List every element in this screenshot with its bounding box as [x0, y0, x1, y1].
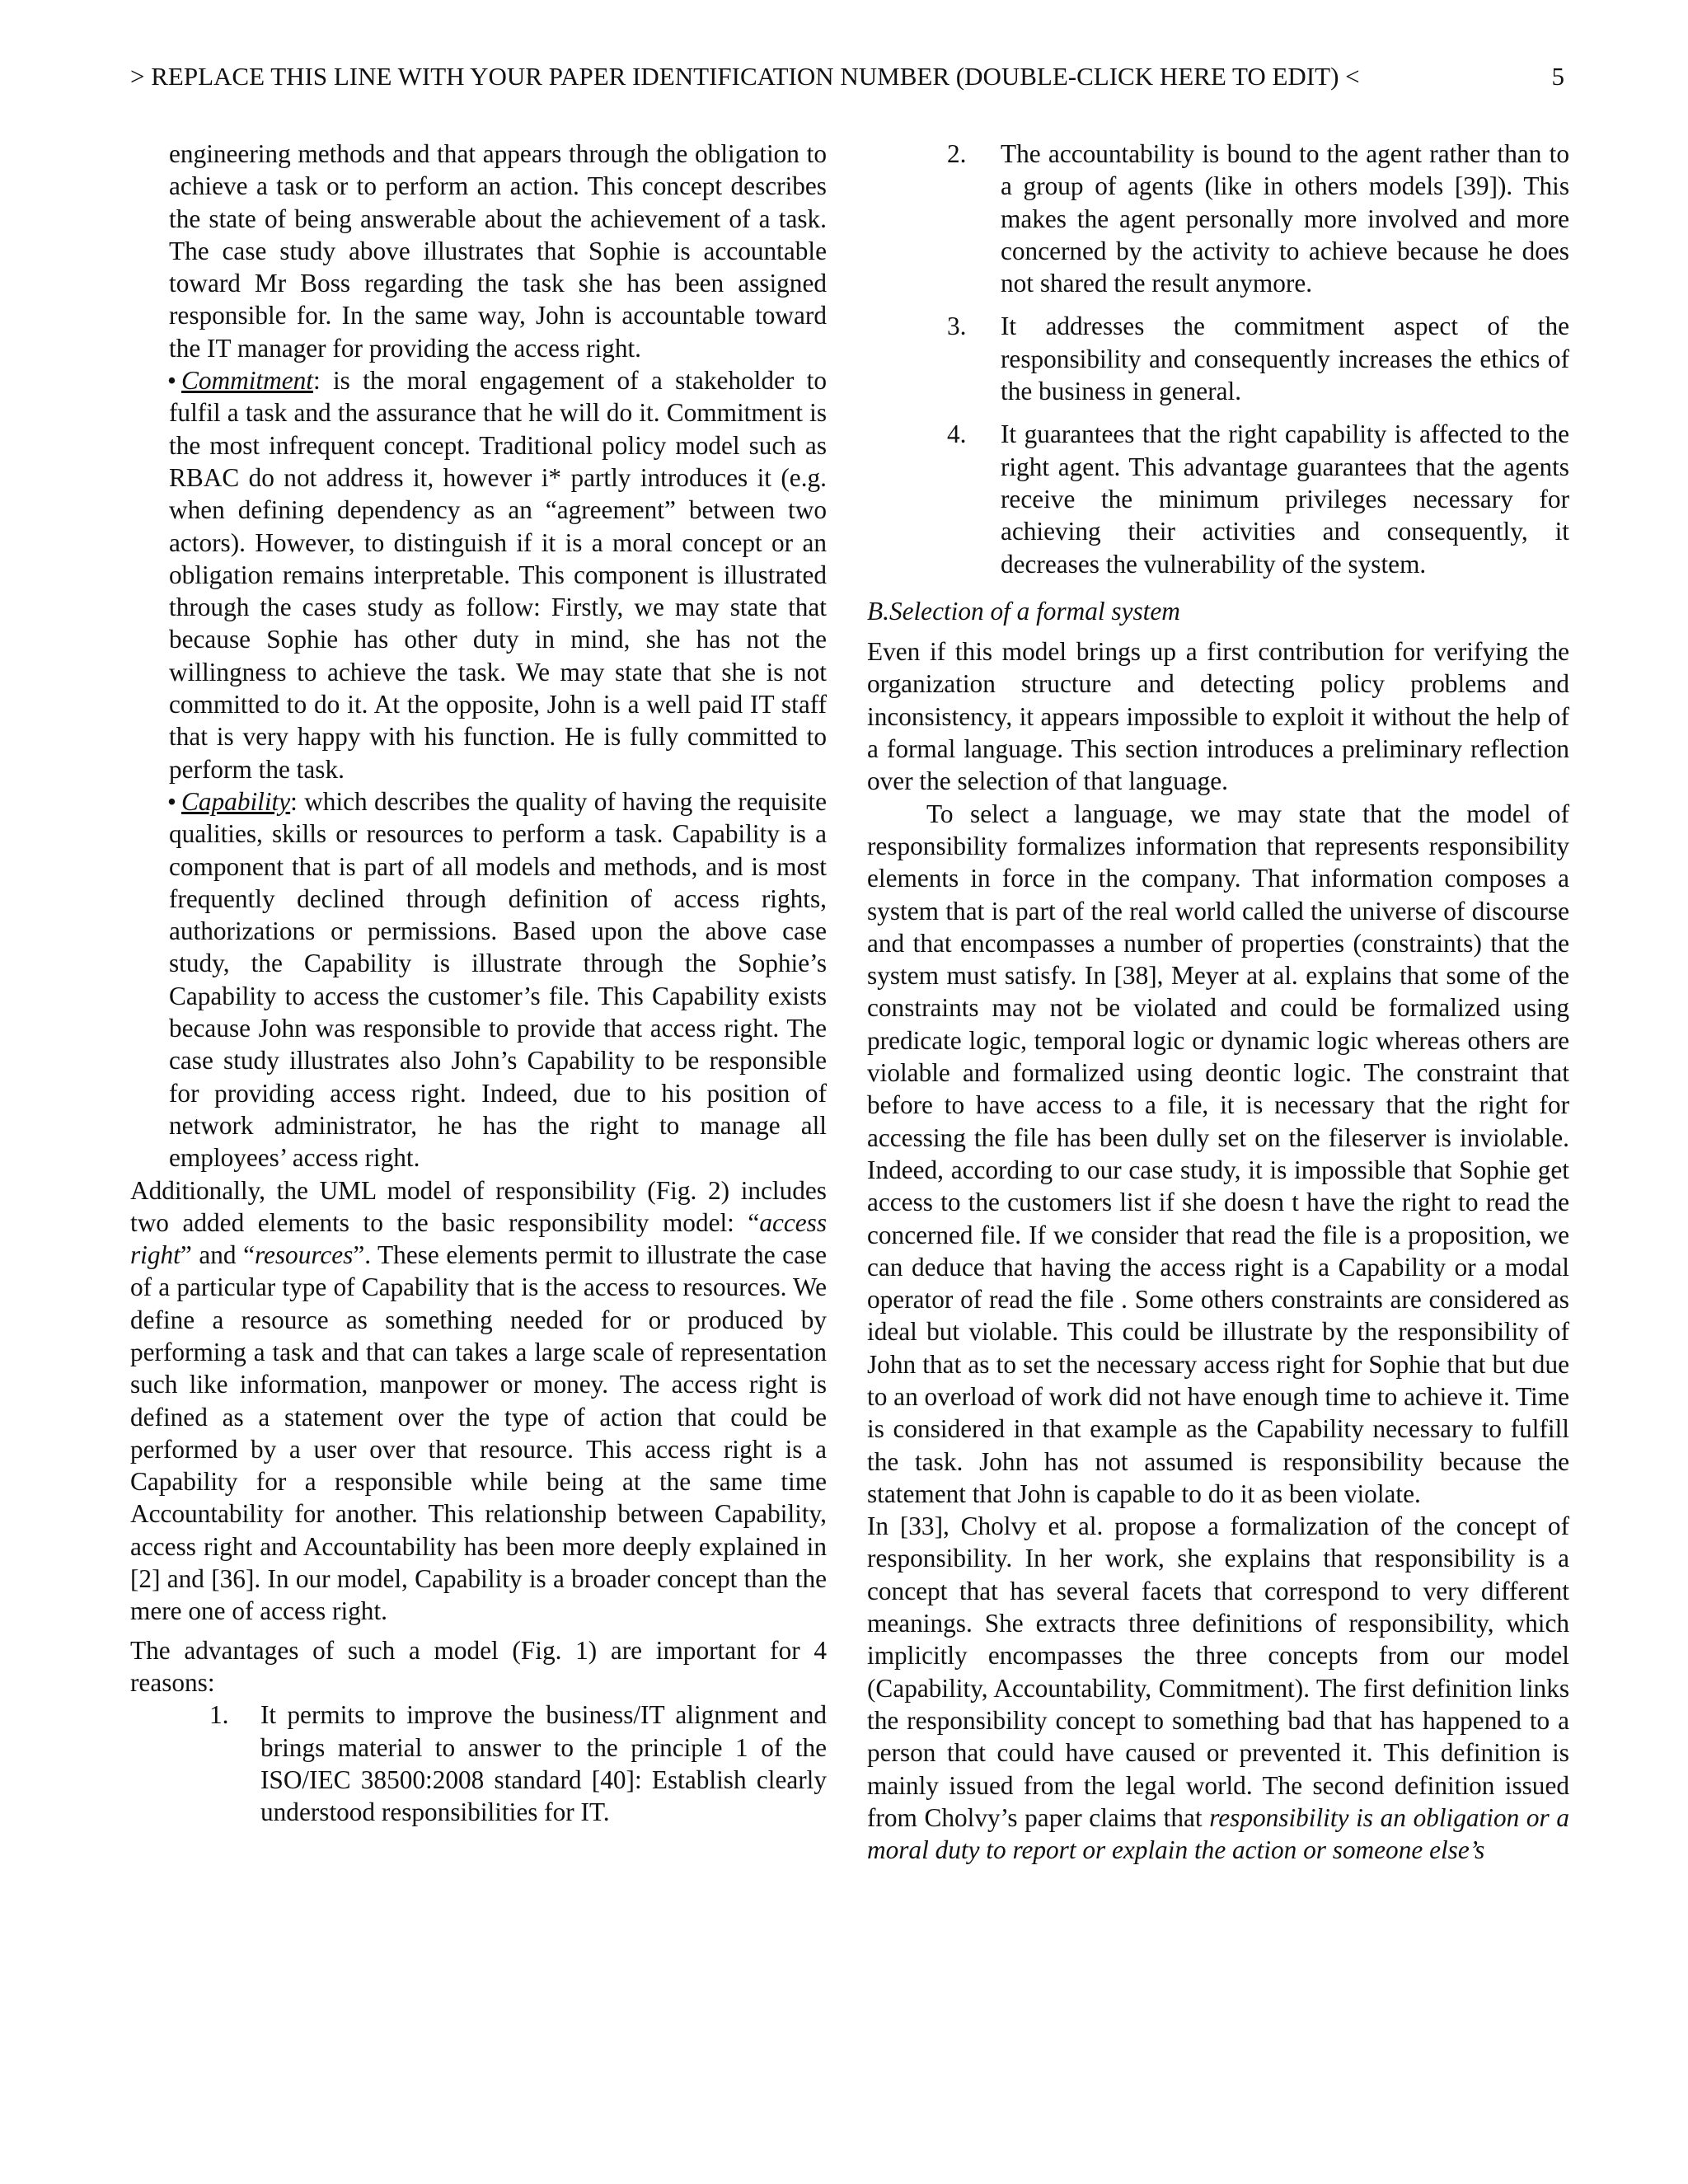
advantage-text-4: It guarantees that the right capability is affected to the right agent. This advantage guarantees that the agents receive the minimum privileges necessary for achieving their activities and consequently, it decreases the vulnerability of the system.: [1001, 419, 1569, 579]
advantage-item-3: [947, 310, 1569, 407]
commitment-term: Commitment: [181, 366, 313, 396]
section-heading: B.Selection of a formal system: [867, 596, 1180, 626]
advantage-item-4: [947, 418, 1569, 579]
bullet-icon: •: [167, 786, 176, 816]
commitment-text: : is the moral engagement of a stakeholder to fulfil a task and the assurance that he will do it. Commitment is the most infrequent concept. Traditional policy model such as RBAC do not address it, however i* partly introduces it (e.g. when defining dependency as an “agreement” between two actors). However, to distinguish if it is a moral concept or an obligation remains interpretable. This component is illustrated through the cases study as follow: Firstly, we may state that because Sophie has other duty in mind, she has not the willingness to achieve the task. We may state that she is not committed to do it. At the opposite, John is a well paid IT staff that is very happy with his function. He is fully committed to perform the task.: [169, 366, 827, 784]
advantage-number-1: 1.: [209, 1700, 229, 1730]
selection-paragraph-1: Even if this model brings up a first contribution for verifying the organization structure and detecting policy problems and inconsistency, it appears impossible to exploit it without the help of a formal language. This section introduces a preliminary reflection over the selection of that language.: [867, 637, 1569, 796]
capability-text: : which describes the quality of having the requisite qualities, skills or resources to perform a task. Capability is a component that is part of all models and methods, and is most frequently declined through definition of access rights, authorizations or permissions. Based upon the above case study, the Capability is illustrate through the Sophie’s Capability to access the customer’s file. This Capability exists because John was responsible to provide that access right. The case study illustrates also John’s Capability to be responsible for providing access right. Indeed, due to his position of network administrator, he has the right to manage all employees’ access right.: [169, 786, 827, 1173]
advantage-item-1: [209, 1699, 827, 1828]
advantage-item-2: [947, 138, 1569, 299]
additionally-paragraph: [130, 1174, 827, 1628]
cholvy-text: In [33], Cholvy et al. propose a formalization of the concept of responsibility. In her work, she explains that responsibility is a concept that has several facets that correspond to very different meanings. She extracts three definitions of responsibility, which implicitly encompasses the three concepts from our model (Capability, Accountability, Commitment). The first definition links the responsibility concept to something bad that has happened to a person that could have caused or prevented it. This definition is mainly issued from the legal world. The second definition issued from Cholvy’s paper claims that: [867, 1511, 1569, 1832]
advantages-intro-paragraph: The advantages of such a model (Fig. 1) are important for 4 reasons:: [130, 1635, 827, 1697]
capability-term: Capability: [181, 786, 291, 816]
paper-identification-line: > REPLACE THIS LINE WITH YOUR PAPER IDENTIFICATION NUMBER (DOUBLE-CLICK HERE TO EDIT) <: [130, 62, 1360, 91]
advantage-text-2: The accountability is bound to the agent rather than to a group of agents (like in others models [39]). This makes the agent personally more involved and more concerned by the activity to achieve because he does not shared the result anymore.: [1001, 139, 1569, 298]
additionally-text-end: ”. These elements permit to illustrate the case of a particular type of Capability that is the access to resources. We define a resource as something needed for or produced by performing a task and that can takes a large scale of representation such like information, manpower or money. The access right is defined as a statement over the type of action that could be performed by a user over that resource. This access right is a Capability for a responsible while being at the same time Accountability for another. This relationship between Capability, access right and Accountability has been more deeply explained in [2] and [36]. In our model, Capability is a broader concept than the mere one of access right.: [130, 1240, 827, 1626]
bullet-icon: •: [167, 366, 176, 396]
right-column: [867, 138, 1569, 1866]
advantage-text-3: It addresses the commitment aspect of the responsibility and consequently increases the ethics of the business in general.: [1001, 312, 1569, 406]
commitment-definition: [169, 364, 827, 785]
advantages-list-left: [209, 1699, 827, 1828]
access-right-term: access right: [130, 1207, 827, 1270]
advantage-number-4: 4.: [947, 419, 967, 449]
page-header: [130, 58, 1564, 96]
capability-definition: [169, 785, 827, 1174]
advantages-list-right: [947, 138, 1569, 580]
advantage-text-1: It permits to improve the business/IT alignment and brings material to answer to the principle 1 of the ISO/IEC 38500:2008 standard [40]: Establish clearly understood responsibilities for IT.: [260, 1700, 827, 1827]
page-number: 5: [1551, 62, 1564, 91]
accountability-continued-paragraph: engineering methods and that appears through the obligation to achieve a task or to perform an action. This concept describes the state of being answerable about the achievement of a task. The case study above illustrates that Sophie is accountable toward Mr Boss regarding the task she has been assigned responsible for. In the same way, John is accountable toward the IT manager for providing the access right.: [169, 139, 827, 363]
left-column: [130, 138, 827, 1839]
cholvy-italic-quote: responsibility is an obligation or a moral duty to report or explain the action or someone else’s: [867, 1802, 1570, 1865]
advantage-number-3: 3.: [947, 312, 967, 341]
additionally-text-start: Additionally, the UML model of responsibility (Fig. 2) includes two added elements to the basic responsibility model: “: [130, 1175, 827, 1237]
advantage-number-2: 2.: [947, 139, 967, 168]
cholvy-paragraph: [867, 1510, 1569, 1866]
additionally-text-middle: ” and “: [180, 1240, 255, 1270]
selection-paragraph-2: To select a language, we may state that the model of responsibility formalizes information that represents responsibility elements in force in the company. That information composes a system that is part of the real world called the universe of discourse and that encompasses a number of properties (constraints) that the system must satisfy. In [38], Meyer at al. explains that some of the constraints may not be violated and could be formalized using predicate logic, temporal logic or dynamic logic whereas others are violable and formalized using deontic logic. The constraint that before to have access to a file, it is necessary that the right for accessing the file has been dully set on the fileserver is inviolable. Indeed, according to our case study, it is impossible that Sophie get access to the customers list if she doesn t have the right to read the concerned file. If we consider that read the file is a proposition, we can deduce that having the access right is a Capability or a modal operator of read the file . Some others constraints are considered as ideal but violable. This could be illustrate by the responsibility of John that as to set the necessary access right for Sophie that but due to an overload of work did not have enough time to achieve it. Time is considered in that example as the Capability necessary to fulfill the task. John has not assumed is responsibility because the statement that John is capable to do it as been violate.: [867, 799, 1569, 1508]
resources-term: resources: [254, 1240, 354, 1270]
